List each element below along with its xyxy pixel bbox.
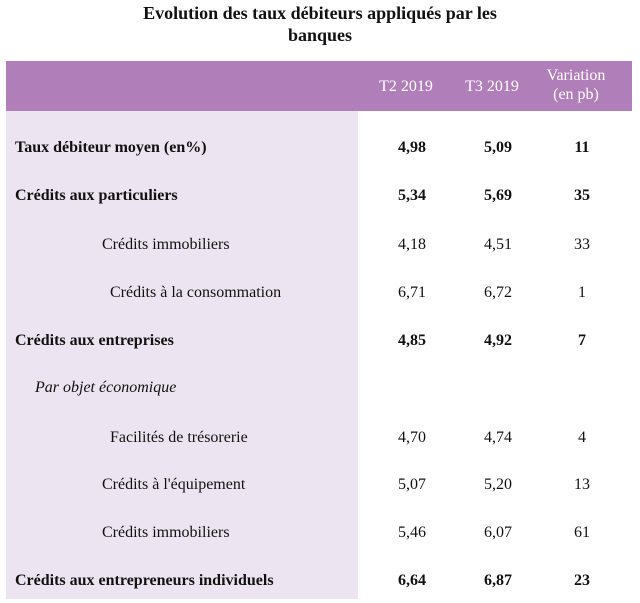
table-row xyxy=(6,472,632,498)
table-title-line-2: banques xyxy=(287,25,353,45)
header-variation xyxy=(536,66,616,104)
cell-t2: 6,64 xyxy=(398,572,426,589)
cell-t2: 5,46 xyxy=(398,524,426,541)
cell-t2: 6,71 xyxy=(398,284,426,301)
cell-t3: 6,72 xyxy=(484,284,512,301)
cell-variation: 11 xyxy=(574,139,590,156)
cell-t2: 4,18 xyxy=(398,236,426,253)
header-t3-2019: T3 2019 xyxy=(465,78,519,95)
cell-variation: 33 xyxy=(574,236,590,253)
row-label: Taux débiteur moyen (en%) xyxy=(15,139,207,156)
row-label: Crédits immobiliers xyxy=(102,236,230,253)
table-row xyxy=(6,375,632,401)
cell-t3: 5,69 xyxy=(484,187,512,204)
cell-t2: 5,34 xyxy=(398,187,426,204)
table-title-line-1: Evolution des taux débiteurs appliqués par les xyxy=(143,3,497,23)
cell-t3: 5,20 xyxy=(484,476,512,493)
cell-t2: 5,07 xyxy=(398,476,426,493)
cell-t3: 4,92 xyxy=(484,332,512,349)
cell-variation: 1 xyxy=(578,284,586,301)
cell-t2: 4,98 xyxy=(398,139,426,156)
cell-variation: 7 xyxy=(578,332,586,349)
cell-t2: 4,85 xyxy=(398,332,426,349)
table-row xyxy=(6,135,632,161)
cell-variation: 35 xyxy=(574,187,590,204)
table-row xyxy=(6,568,632,594)
cell-t3: 5,09 xyxy=(484,139,512,156)
row-label: Crédits à l'équipement xyxy=(102,476,246,493)
table-row xyxy=(6,520,632,546)
cell-variation: 23 xyxy=(574,572,590,589)
cell-t3: 6,07 xyxy=(484,524,512,541)
header-t2-2019: T2 2019 xyxy=(379,78,433,95)
cell-t3: 6,87 xyxy=(484,572,512,589)
row-label: Crédits aux entrepreneurs individuels xyxy=(15,572,274,589)
row-label: Par objet économique xyxy=(35,379,177,396)
header-variation-line-1: Variation xyxy=(546,67,606,84)
cell-variation: 4 xyxy=(578,429,586,446)
table-title xyxy=(0,2,640,46)
cell-variation: 61 xyxy=(574,524,590,541)
row-label: Facilités de trésorerie xyxy=(110,429,248,446)
cell-variation: 13 xyxy=(574,476,590,493)
table-row xyxy=(6,232,632,258)
row-label: Crédits immobiliers xyxy=(102,524,230,541)
cell-t3: 4,74 xyxy=(484,429,512,446)
table-row xyxy=(6,183,632,209)
header-variation-line-2: (en pb) xyxy=(553,86,599,103)
row-label: Crédits aux particuliers xyxy=(15,187,178,204)
row-label: Crédits à la consommation xyxy=(110,284,282,301)
row-label: Crédits aux entreprises xyxy=(15,332,174,349)
table-row xyxy=(6,280,632,306)
cell-t3: 4,51 xyxy=(484,236,512,253)
cell-t2: 4,70 xyxy=(398,429,426,446)
table-row xyxy=(6,328,632,354)
table-row xyxy=(6,425,632,451)
